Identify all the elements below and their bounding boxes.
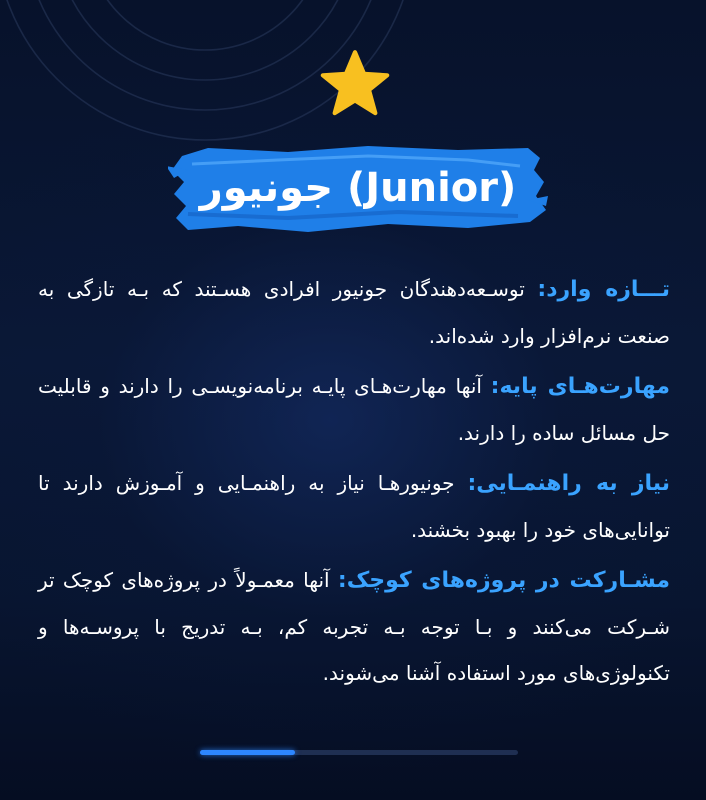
paragraph-newcomer — [38, 266, 670, 359]
paragraph-text: آنها مهارت‌هـای پایـه برنامه‌نویسـی را دارند و قابلیت حل مسائل ساده را دارند. — [38, 374, 670, 445]
paragraph-needs-guidance — [38, 460, 670, 553]
slide-progress-fill — [200, 750, 295, 755]
page-title: جونیور (Junior) — [199, 165, 517, 211]
paragraph-key: مشـارکت در پروژه‌های کوچک: — [337, 568, 671, 593]
paragraph-key: مهارت‌هـای پایه: — [490, 374, 670, 399]
paragraph-key: نیاز به راهنمـایی: — [467, 471, 671, 496]
paragraph-key: تـــازه وارد: — [537, 277, 670, 302]
slide-progress-bar — [200, 750, 518, 755]
paragraph-text: آنها معمـولاً در پروژه‌های کوچک تر شـرکت می‌کنند و بـا توجه بـه تجربه کم، بـه تدریج با پروسـه‌ها و تکنولوژی‌های مورد استفاده آشنا می‌شوند. — [38, 568, 670, 685]
star-icon — [320, 48, 390, 118]
paragraph-text: توسـعه‌دهندگان جونیور افرادی هسـتند که بـه تازگی به صنعت نرم‌افزار وارد شده‌اند. — [38, 277, 670, 348]
title-banner — [168, 136, 548, 244]
content-body — [38, 266, 670, 700]
paragraph-text: جونیورهـا نیاز به راهنمـایی و آمـوزش دارند تا توانایی‌های خود را بهبود بخشند. — [38, 471, 670, 542]
paragraph-basic-skills — [38, 363, 670, 456]
paragraph-small-projects — [38, 557, 670, 696]
